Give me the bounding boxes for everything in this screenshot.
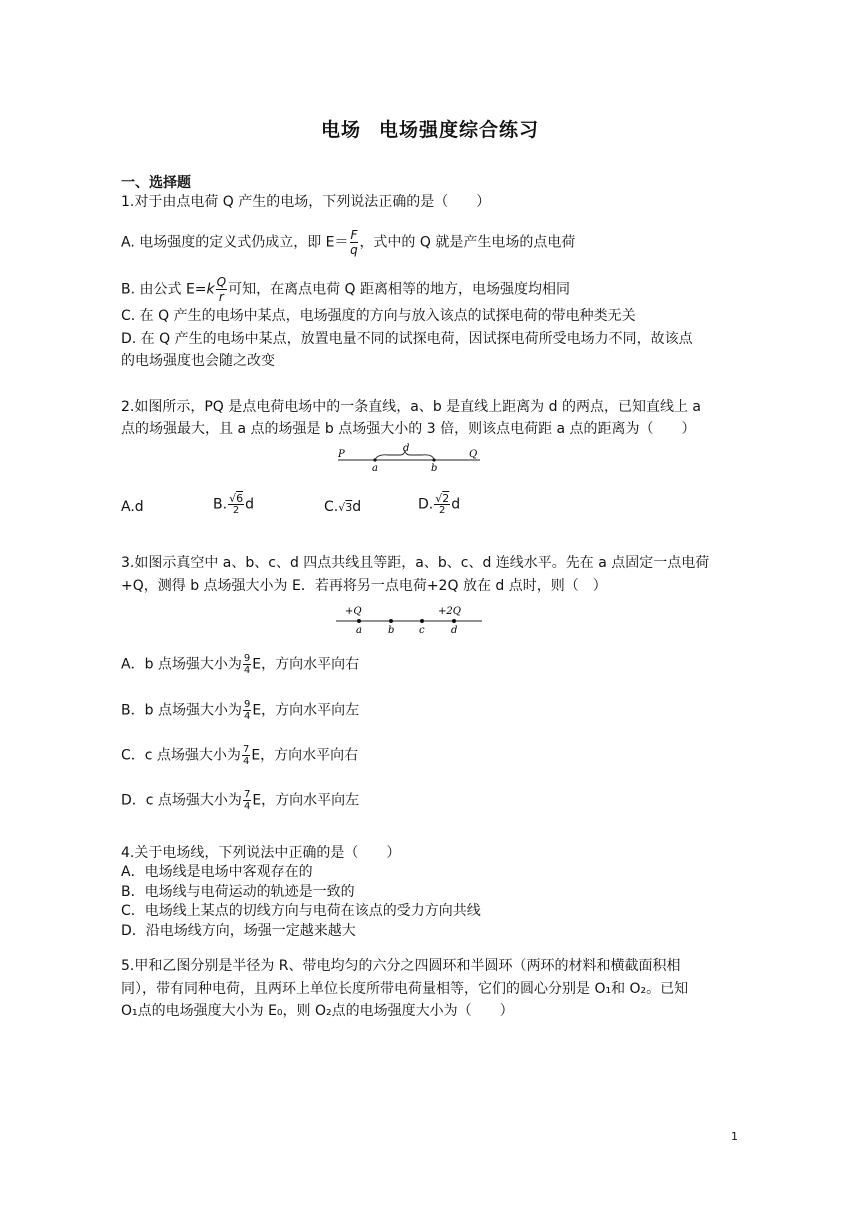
q1-option-c: C. 在 Q 产生的电场中某点，电场强度的方向与放入该点的试探电荷的带电种类无关 [121,308,636,324]
title-part-1: 电场 [320,119,361,141]
q3-option-c: C．c 点场强大小为 $\frac{7}{4}$ E，方向水平向右 [121,744,359,767]
q1-option-d-line1: D. 在 Q 产生的电场中某点，放置电量不同的试探电荷，因试探电荷所受电场力不同，故该点 [121,331,693,347]
point-a [357,619,361,623]
title-part-2: 电场强度综合练习 [379,119,540,141]
section-heading: 一、选择题 [121,175,191,191]
q2-option-a: A.d [121,499,144,515]
label-b: b [431,463,438,474]
page-number: 1 [731,1130,738,1143]
q3-option-a: A．b 点场强大小为 $\frac{9}{4}$ E，方向水平向右 [121,653,360,676]
label-b: b [388,625,395,636]
q1-a-fraction: $\frac{F}{q}$ [350,228,358,257]
label-plus-q: +Q [345,606,362,617]
q1-option-d-line2: 的电场强度也会随之改变 [121,353,275,369]
q5-line3: O₁点的电场强度大小为 E₀，则 O₂点的电场强度大小为（ ） [121,1003,514,1019]
q4-option-a: A．电场线是电场中客观存在的 [121,864,313,880]
label-p: P [338,449,345,460]
q5-line2: 同），带有同种电荷，且两环上单位长度所带电荷量相等，它们的圆心分别是 O₁和 O₂。已知 [121,981,689,997]
label-c: c [419,625,425,636]
page-title [0,115,860,142]
q4-option-b: B．电场线与电荷运动的轨迹是一致的 [121,884,355,900]
q2-stem-line2: 点的场强最大，且 a 点的场强是 b 点场强大小的 3 倍，则该点电荷距 a 点的距离为（ ） [121,421,696,437]
q2-option-d: D. $\frac{√2}{2}$ d [418,492,461,516]
q2-stem-line1: 2.如图所示，PQ 是点电荷电场中的一条直线，a、b 是直线上距离为 d 的两点，已知直线上 a [121,399,701,415]
q3-option-d: D．c 点场强大小为 $\frac{7}{4}$ E，方向水平向左 [121,789,360,812]
q2-line-figure [330,442,490,474]
q4-stem: 4.关于电场线，下列说法中正确的是（ ） [121,845,401,861]
label-a: a [356,625,362,636]
point-c [420,619,424,623]
q1-option-b: B. 由公式 E=k $\frac{Q}{r}$ 可知，在离点电荷 Q 距离相等的地方，电场强度均相同 [121,275,571,304]
point-b [389,619,393,623]
q3-line-figure [332,600,488,636]
label-d: d [403,443,410,454]
q1-option-a: A. 电场强度的定义式仍成立，即 E＝ $\frac{F}{q}$ ，式中的 Q 就是产生电场的点电荷 [121,228,576,257]
q3-option-b: B．b 点场强大小为 $\frac{9}{4}$ E，方向水平向左 [121,699,360,722]
q2-option-b: B. $\frac{√6}{2}$ d [213,492,254,516]
label-a: a [372,463,378,474]
q2-option-c: C.√3d [324,499,362,515]
q3-stem-line1: 3.如图示真空中 a、b、c、d 四点共线且等距，a、b、c、d 连线水平。先在 a 点固定一点电荷 [121,555,710,571]
q1-stem: 1.对于由点电荷 Q 产生的电场，下列说法正确的是（ ） [121,194,491,210]
q4-option-c: C．电场线上某点的切线方向与电荷在该点的受力方向共线 [121,903,481,919]
q3-stem-line2: +Q，测得 b 点场强大小为 E．若再将另一点电荷+2Q 放在 d 点时，则（ ） [121,578,607,594]
q1-b-fraction: $\frac{Q}{r}$ [216,275,227,304]
point-d [452,619,456,623]
label-d: d [451,625,458,636]
q4-option-d: D．沿电场线方向，场强一定越来越大 [121,923,356,939]
q5-line1: 5.甲和乙图分别是半径为 R、带电均匀的六分之四圆环和半圆环（两环的材料和横截面积相 [121,958,681,974]
label-plus-2q: +2Q [438,606,461,617]
label-q: Q [469,449,478,460]
